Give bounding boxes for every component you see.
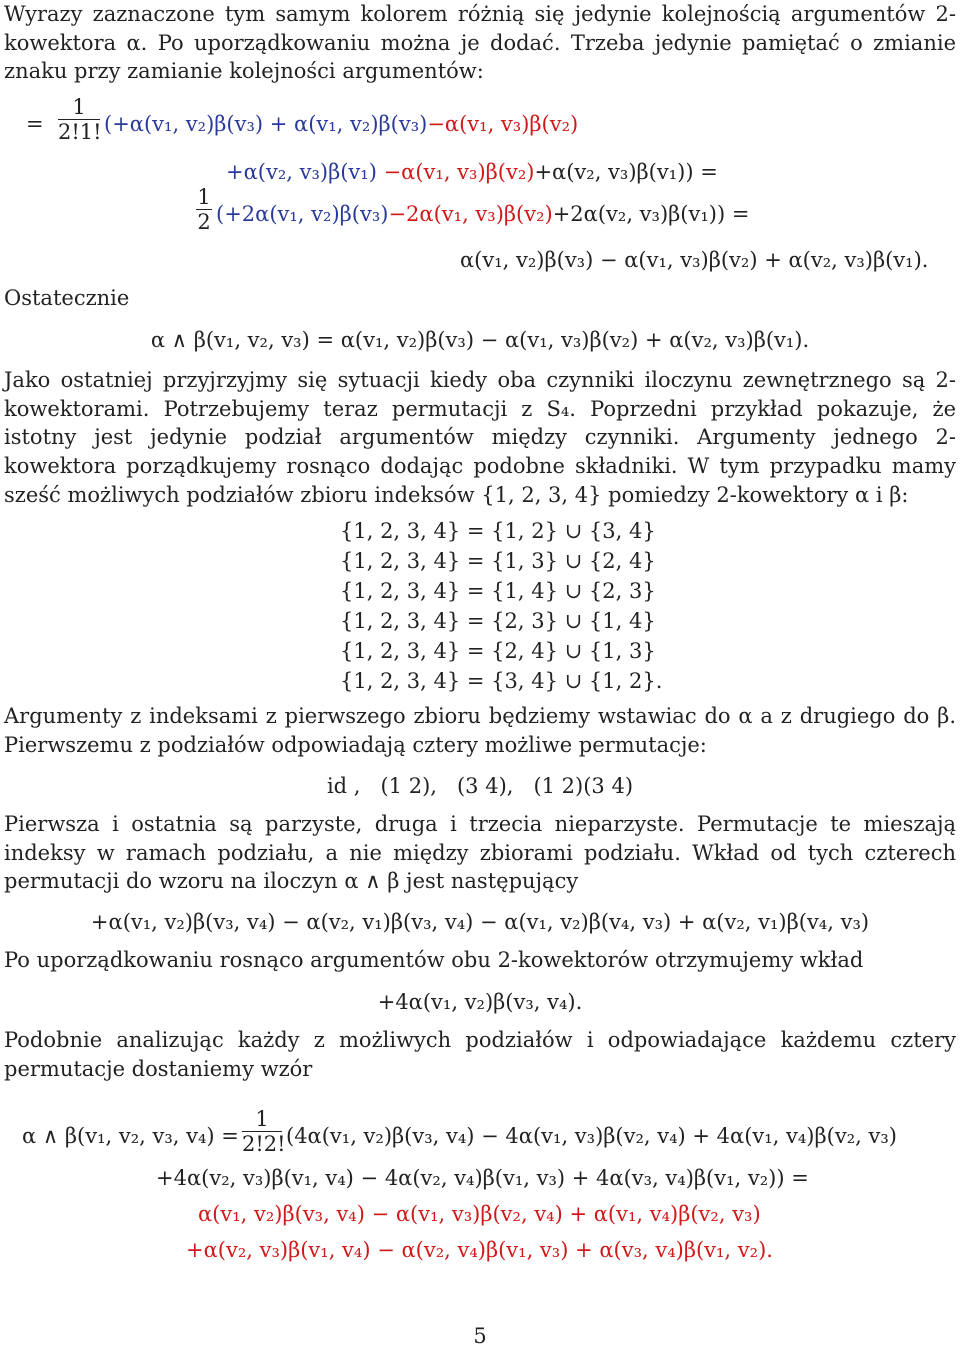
- eq1-line3-b: −2α(v₁, v₃)β(v₂): [388, 202, 553, 226]
- fraction-1-over-2: [196, 186, 212, 233]
- eq1-line2-b: −α(v₁, v₃)β(v₂): [376, 160, 535, 184]
- eq1-line2-c: +α(v₂, v₃)β(v₁)) =: [534, 160, 718, 184]
- set-partition-row: {1, 2, 3, 4} = {2, 4} ∪ {1, 3}: [340, 639, 656, 663]
- eq1-line3-a: (+2α(v₁, v₂)β(v₃): [216, 202, 389, 226]
- eq1-line3: [216, 200, 749, 228]
- paragraph-arguments: Argumenty z indeksami z pierwszego zbioru będziemy wstawiac do α a z drugiego do β. Pierwszemu z podziałów odpowiadają cztery możliwe permutacje:: [4, 704, 956, 757]
- eq3-contribution: +α(v₁, v₂)β(v₃, v₄) − α(v₂, v₁)β(v₃, v₄) − α(v₁, v₂)β(v₄, v₃) + α(v₂, v₁)β(v₄, v₃): [90, 910, 870, 934]
- fraction-1-over-2!1!: [58, 96, 100, 143]
- set-partition-row: {1, 2, 3, 4} = {3, 4} ∪ {1, 2}.: [340, 669, 663, 693]
- fraction-numerator: 1: [197, 185, 211, 209]
- eq5-line1: (4α(v₁, v₂)β(v₃, v₄) − 4α(v₁, v₃)β(v₂, v₄) + 4α(v₁, v₄)β(v₂, v₃): [286, 1124, 897, 1148]
- fraction-denominator: 2!1!: [58, 120, 102, 144]
- paragraph-parity: Pierwsza i ostatnia są parzyste, druga i trzecia nieparzyste. Permutacje te mieszają indeksy w ramach podziału, a nie między zbiorami podziału. Wkład od tych czterech permutacji do wzoru na iloczyn α ∧ β jest następujący: [4, 812, 956, 894]
- paragraph-sorting: Po uporządkowaniu rosnąco argumentów obu 2-kowektorów otrzymujemy wkład: [4, 948, 864, 972]
- paragraph-similarly: Podobnie analizując każdy z możliwych podziałów i odpowiadające każdemu cztery permutacje dostaniemy wzór: [4, 1028, 956, 1081]
- eq1-line4: α(v₁, v₂)β(v₃) − α(v₁, v₃)β(v₂) + α(v₂, v₃)β(v₁).: [460, 248, 929, 272]
- eq1-line1: [104, 110, 578, 138]
- permutations-list: id , (1 2), (3 4), (1 2)(3 4): [326, 774, 634, 798]
- eq2-final-3: α ∧ β(v₁, v₂, v₃) = α(v₁, v₂)β(v₃) − α(v₁, v₃)β(v₂) + α(v₂, v₃)β(v₁).: [150, 328, 810, 352]
- set-partition-row: {1, 2, 3, 4} = {1, 2} ∪ {3, 4}: [340, 519, 656, 543]
- set-partition-row: {1, 2, 3, 4} = {1, 3} ∪ {2, 4}: [340, 549, 656, 573]
- paragraph-2-kowektory: Jako ostatniej przyjrzyjmy się sytuacji kiedy oba czynniki iloczynu zewnętrznego są 2-kowektorami. Potrzebujemy teraz permutacji z S₄. Poprzedni przykład pokazuje, że istotny jest jedynie podział argumentów między czynniki. Argumenty jednego 2-kowektora porządkujemy rosnąco dodając podobne składniki. W tym przypadku mamy sześć możliwych podziałów zbioru indeksów {1, 2, 3, 4} pomiedzy 2-kowektory α i β:: [4, 368, 956, 507]
- eq5-line2: +4α(v₂, v₃)β(v₁, v₄) − 4α(v₂, v₄)β(v₁, v₃) + 4α(v₃, v₄)β(v₁, v₂)) =: [156, 1166, 809, 1190]
- eq4-contribution: +4α(v₁, v₂)β(v₃, v₄).: [377, 990, 583, 1014]
- eq1-line2: [226, 158, 718, 186]
- ostatecznie-label: Ostatecznie: [4, 286, 130, 310]
- eq5-lhs: α ∧ β(v₁, v₂, v₃, v₄) =: [22, 1124, 239, 1148]
- eq5-line3: α(v₁, v₂)β(v₃, v₄) − α(v₁, v₃)β(v₂, v₄) + α(v₁, v₄)β(v₂, v₃): [198, 1202, 761, 1226]
- fraction-1-over-2!2!: [242, 1107, 286, 1156]
- set-partition-row: {1, 2, 3, 4} = {1, 4} ∪ {2, 3}: [340, 579, 656, 603]
- eq1-line1-blue: (+α(v₁, v₂)β(v₃) + α(v₁, v₂)β(v₃): [104, 112, 428, 136]
- fraction-denominator: 2!2!: [242, 1132, 286, 1156]
- fraction-denominator: 2: [197, 210, 211, 234]
- set-partitions: [340, 516, 662, 696]
- set-partition-row: {1, 2, 3, 4} = {2, 3} ∪ {1, 4}: [340, 609, 656, 633]
- eq5-line4: +α(v₂, v₃)β(v₁, v₄) − α(v₂, v₄)β(v₁, v₃) + α(v₃, v₄)β(v₁, v₂).: [186, 1238, 773, 1262]
- eq1-line1-red: −α(v₁, v₃)β(v₂): [427, 112, 579, 136]
- eq1-line3-c: +2α(v₂, v₃)β(v₁)) =: [552, 202, 750, 226]
- equals-sign: =: [26, 112, 44, 136]
- eq1-line2-a: +α(v₂, v₃)β(v₁): [226, 160, 377, 184]
- paragraph-intro: Wyrazy zaznaczone tym samym kolorem różnią się jedynie kolejnością argumentów 2-kowektora α. Po uporządkowaniu można je dodać. Trzeba jedynie pamiętać o zmianie znaku przy zamianie kolejności argumentów:: [4, 2, 956, 84]
- fraction-numerator: 1: [72, 95, 86, 119]
- page-number: 5: [473, 1324, 487, 1348]
- fraction-numerator: 1: [255, 1107, 269, 1131]
